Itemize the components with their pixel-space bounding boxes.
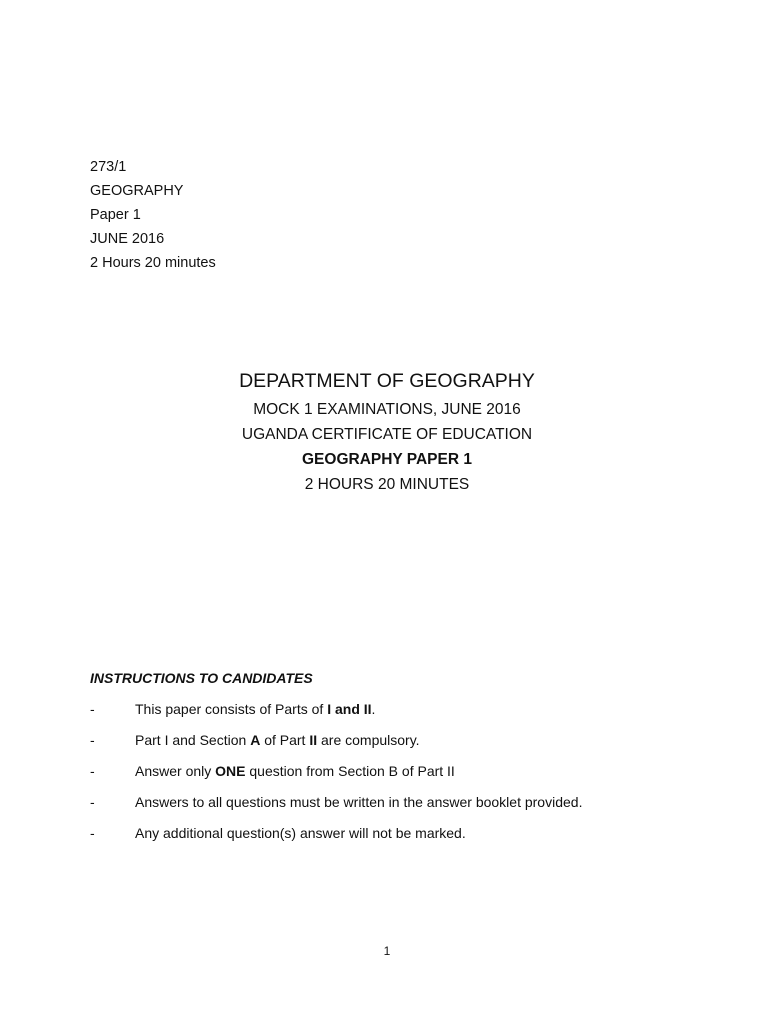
instruction-text xyxy=(135,699,375,719)
bullet-dash: - xyxy=(90,763,95,779)
bullet-dash: - xyxy=(90,794,95,810)
paper-number: Paper 1 xyxy=(90,207,141,223)
instruction-text: Any additional question(s) answer will not be marked. xyxy=(135,825,466,841)
instruction-text-part: This paper consists of Parts of xyxy=(135,701,328,717)
paper-title: GEOGRAPHY PAPER 1 xyxy=(302,451,472,468)
instruction-text-part: question from Section B of Part II xyxy=(245,763,455,779)
instruction-text-part: . xyxy=(371,701,376,717)
instructions-section xyxy=(90,668,730,854)
department-title: DEPARTMENT OF GEOGRAPHY xyxy=(239,370,535,392)
instruction-item xyxy=(90,699,730,719)
instruction-text xyxy=(135,730,420,750)
paper-code: 273/1 xyxy=(90,159,127,175)
instruction-item xyxy=(90,792,730,812)
page-number: 1 xyxy=(383,944,391,958)
instruction-text-part: Answer only xyxy=(135,763,216,779)
instruction-text-part: of Part xyxy=(260,732,310,748)
instruction-emphasis: A xyxy=(250,732,261,748)
instruction-text-part: Part I and Section xyxy=(135,732,251,748)
certificate-title: UGANDA CERTIFICATE OF EDUCATION xyxy=(241,426,533,443)
title-block xyxy=(0,367,768,497)
instruction-text-part: are compulsory. xyxy=(317,732,420,748)
instruction-emphasis: I and II xyxy=(327,701,372,717)
paper-subject: GEOGRAPHY xyxy=(90,183,184,199)
instruction-emphasis: ONE xyxy=(215,763,246,779)
instructions-heading: INSTRUCTIONS TO CANDIDATES xyxy=(90,670,313,686)
instruction-item xyxy=(90,730,730,750)
exam-duration: 2 HOURS 20 MINUTES xyxy=(304,476,470,493)
bullet-dash: - xyxy=(90,732,95,748)
instruction-text xyxy=(135,761,455,781)
bullet-dash: - xyxy=(90,701,95,717)
bullet-dash: - xyxy=(90,825,95,841)
paper-date: JUNE 2016 xyxy=(90,231,165,247)
instruction-item xyxy=(90,761,730,781)
paper-duration: 2 Hours 20 minutes xyxy=(90,255,216,271)
instruction-text: Answers to all questions must be written in the answer booklet provided. xyxy=(135,794,583,810)
exam-title: MOCK 1 EXAMINATIONS, JUNE 2016 xyxy=(253,401,521,418)
instruction-item xyxy=(90,823,730,843)
instruction-emphasis: II xyxy=(309,732,318,748)
paper-header xyxy=(90,155,216,275)
